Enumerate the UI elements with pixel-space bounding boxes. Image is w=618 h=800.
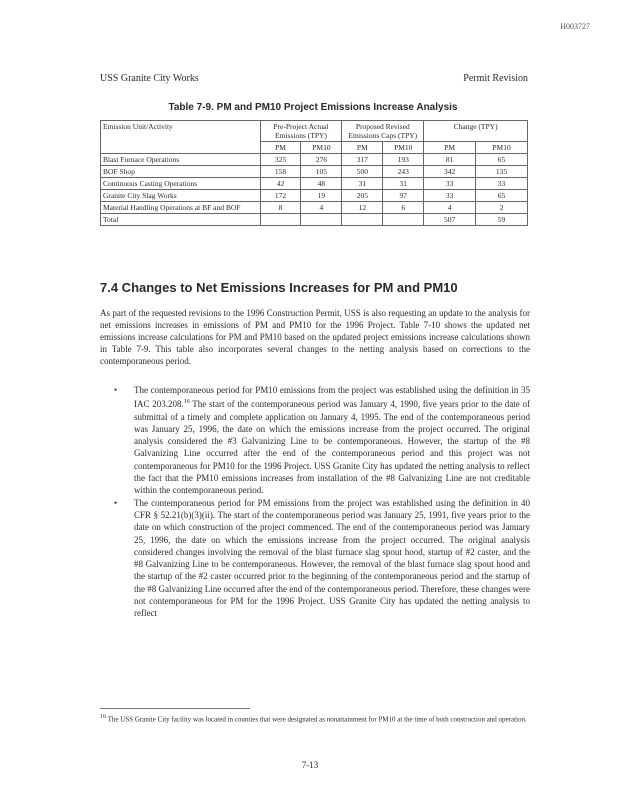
col-pm: PM bbox=[260, 142, 301, 154]
cell: 97 bbox=[383, 190, 424, 202]
cell: 6 bbox=[383, 202, 424, 214]
cell: 33 bbox=[424, 178, 476, 190]
bullet-icon: • bbox=[114, 497, 118, 508]
cell: 31 bbox=[342, 178, 383, 190]
cell: 105 bbox=[301, 166, 342, 178]
cell: 276 bbox=[301, 154, 342, 166]
cell: 33 bbox=[476, 178, 528, 190]
cell: 507 bbox=[424, 214, 476, 226]
cell: 48 bbox=[301, 178, 342, 190]
cell: 59 bbox=[476, 214, 528, 226]
cell bbox=[260, 214, 301, 226]
cell: 158 bbox=[260, 166, 301, 178]
cell bbox=[342, 214, 383, 226]
table-header-row bbox=[101, 121, 528, 142]
row-source: Granite City Slag Works bbox=[101, 190, 261, 202]
table-row bbox=[101, 166, 528, 178]
cell: 31 bbox=[383, 178, 424, 190]
cell: 65 bbox=[476, 190, 528, 202]
row-source: Total bbox=[101, 214, 261, 226]
document-id: H003727 bbox=[560, 22, 590, 31]
col-group-proposed: Proposed Revised Emissions Caps (TPY) bbox=[342, 121, 424, 142]
cell: 42 bbox=[260, 178, 301, 190]
section-heading: 7.4 Changes to Net Emissions Increases for PM and PM10 bbox=[100, 280, 458, 295]
bullet-text: The contemporaneous period for PM10 emissions from the project was established using the definition in 35 IAC 203.208. bbox=[134, 385, 530, 410]
cell: 12 bbox=[342, 202, 383, 214]
col-pm10: PM10 bbox=[383, 142, 424, 154]
table-row bbox=[101, 202, 528, 214]
cell: 135 bbox=[476, 166, 528, 178]
table-row bbox=[101, 190, 528, 202]
list-item bbox=[100, 384, 530, 497]
footnote-divider bbox=[100, 708, 250, 709]
intro-paragraph: As part of the requested revisions to the 1996 Construction Permit, USS is also requesting an update to the analysis for net emissions increases in emissions of PM and PM10 for the 1996 Project. Table 7-10 shows the updated net emissions increase calculations for PM and PM10 based on the updated project emissions increase calculations shown in Table 7-9. This table also incorporates several changes to the netting analysis based on corrections to the contemporaneous period. bbox=[100, 308, 530, 366]
table-row bbox=[101, 154, 528, 166]
row-source: BOF Shop bbox=[101, 166, 261, 178]
bullet-list bbox=[100, 384, 530, 620]
footnote-ref: 16 bbox=[183, 399, 190, 406]
emissions-table bbox=[100, 120, 528, 226]
col-source: Emission Unit/Activity bbox=[101, 121, 261, 154]
cell: 193 bbox=[383, 154, 424, 166]
cell: 2 bbox=[476, 202, 528, 214]
list-item bbox=[100, 497, 530, 620]
cell: 317 bbox=[342, 154, 383, 166]
table-row bbox=[101, 178, 528, 190]
cell: 19 bbox=[301, 190, 342, 202]
row-source: Blast Furnace Operations bbox=[101, 154, 261, 166]
col-pm: PM bbox=[424, 142, 476, 154]
cell: 205 bbox=[342, 190, 383, 202]
row-source: Material Handling Operations at BF and BOF bbox=[101, 202, 261, 214]
cell: 65 bbox=[476, 154, 528, 166]
col-pm10: PM10 bbox=[301, 142, 342, 154]
cell: 243 bbox=[383, 166, 424, 178]
bullet-text: The start of the contemporaneous period was January 4, 1990, five years prior to the date of submittal of a timely and complete application on January 4, 1995. The end of the contemporaneous period was January 25, 1996, the date on which the emissions increase from the project occurred. The original analysis considered the #3 Galvanizing Line to be contemporaneous. However, the startup of the #8 Galvanizing Line occurred after the end of the contemporaneous period and this project was not contemporaneous for PM10 for the 1996 Project. USS Granite City has updated the netting analysis to reflect the fact that the PM10 emissions increases from installation of the #8 Galvanizing Line are not creditable within the contemporaneous period. bbox=[134, 399, 530, 496]
cell: 500 bbox=[342, 166, 383, 178]
cell: 325 bbox=[260, 154, 301, 166]
col-pm10: PM10 bbox=[476, 142, 528, 154]
col-group-change: Change (TPY) bbox=[424, 121, 528, 142]
col-group-pre-project: Pre-Project Actual Emissions (TPY) bbox=[260, 121, 342, 142]
footnote-text: The USS Granite City facility was located in counties that were designated as nonattainment for PM10 at the time of both construction and operation. bbox=[107, 715, 527, 724]
col-pm: PM bbox=[342, 142, 383, 154]
footnote bbox=[100, 713, 530, 724]
cell: 8 bbox=[260, 202, 301, 214]
row-source: Continuous Casting Operations bbox=[101, 178, 261, 190]
cell: 81 bbox=[424, 154, 476, 166]
cell bbox=[301, 214, 342, 226]
page-number: 7-13 bbox=[301, 760, 319, 770]
cell: 172 bbox=[260, 190, 301, 202]
cell: 4 bbox=[424, 202, 476, 214]
header-permit: Permit Revision bbox=[463, 73, 528, 84]
cell: 4 bbox=[301, 202, 342, 214]
header-facility: USS Granite City Works bbox=[100, 73, 199, 84]
table-row-total bbox=[101, 214, 528, 226]
cell: 342 bbox=[424, 166, 476, 178]
cell bbox=[383, 214, 424, 226]
table-title: Table 7-9. PM and PM10 Project Emissions Increase Analysis bbox=[168, 102, 458, 113]
cell: 33 bbox=[424, 190, 476, 202]
footnote-mark: 16 bbox=[100, 714, 106, 720]
bullet-icon: • bbox=[114, 385, 118, 395]
bullet-text: The contemporaneous period for PM emissions from the project was established using the definition in 40 CFR § 52.21(b)(3)(ii). The start of the contemporaneous period was January 25, 1991, five years prior to the date on which construction of the project commenced. The end of the contemporaneous period was January 25, 1996, the date on which the emissions increase from the project occurred. The original analysis considered changes involving the removal of the blast furnace slag spout hood, startup of #2 caster, and the #8 Galvanizing Line to be contemporaneous. However, the removal of the blast furnace slag spout hood and the startup of the #2 caster occurred prior to the beginning of the contemporaneous period and the startup of the #8 Galvanizing Line occurred after the end of the contemporaneous period. Therefore, these changes were not contemporaneous for PM for the 1996 Project. USS Granite City has updated the netting analysis to reflect bbox=[134, 497, 530, 619]
